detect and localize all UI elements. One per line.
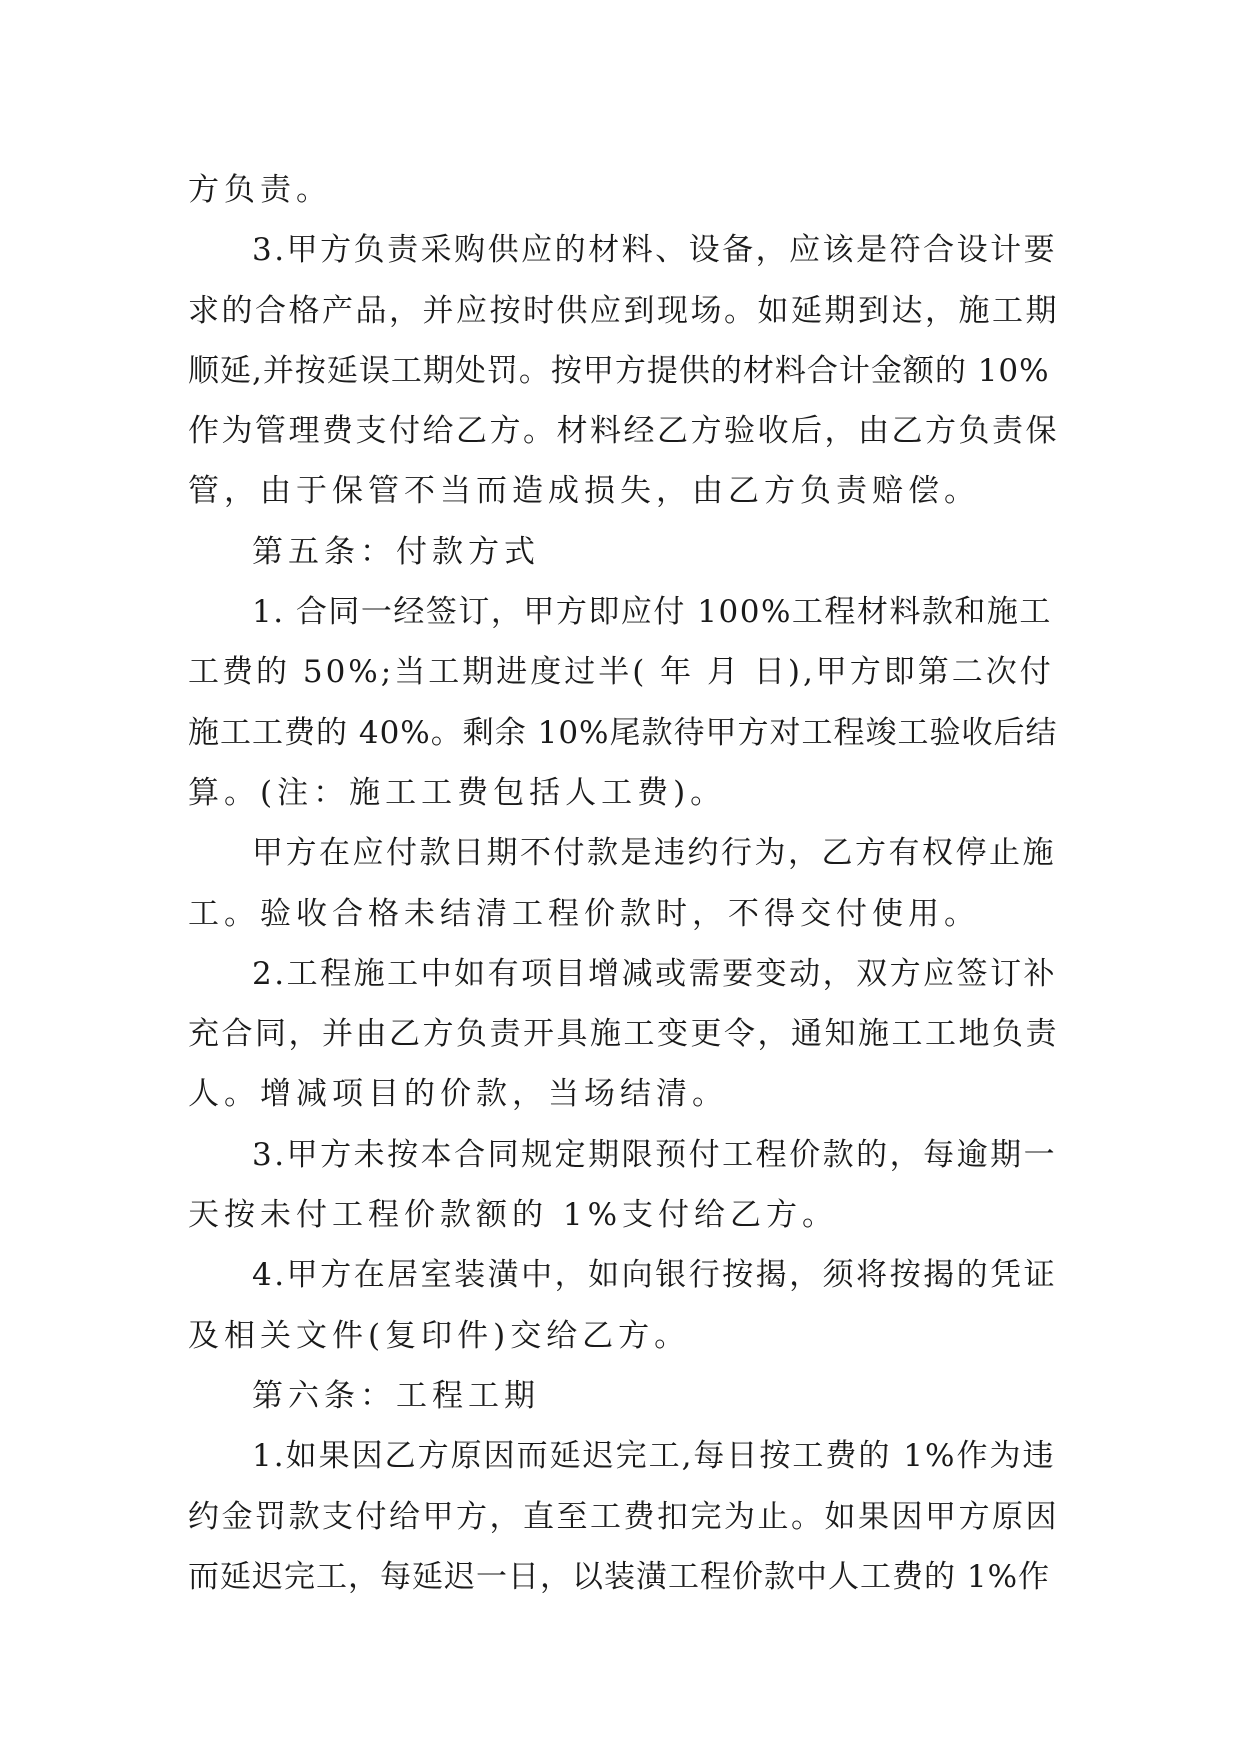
paragraph-line: 作为管理费支付给乙方。材料经乙方验收后，由乙方负责保 (188, 413, 1059, 450)
paragraph-line: 工费的 50%;当工期进度过半( 年 月 日),甲方即第二次付 (188, 654, 1054, 691)
paragraph-line: 算。(注：施工工费包括人工费)。 (188, 774, 727, 811)
paragraph-line: 2.工程施工中如有项目增减或需要变动，双方应签订补 (252, 955, 1058, 992)
paragraph-line: 天按未付工程价款额的 1%支付给乙方。 (188, 1197, 839, 1234)
section-heading: 第五条：付款方式 (252, 533, 540, 570)
paragraph-line: 方负责。 (188, 172, 332, 208)
paragraph-line: 求的合格产品，并应按时供应到现场。如延期到达，施工期 (188, 292, 1059, 329)
paragraph-line: 人。增减项目的价款，当场结清。 (188, 1076, 728, 1113)
paragraph-line: 1.如果因乙方原因而延迟完工,每日按工费的 1%作为违 (252, 1438, 1056, 1475)
paragraph-line: 而延迟完工，每延迟一日，以装潢工程价款中人工费的 1%作 (188, 1558, 1051, 1595)
document-body (188, 160, 1058, 1607)
paragraph-line: 顺延,并按延误工期处罚。按甲方提供的材料合计金额的 10% (188, 352, 1050, 389)
paragraph-line: 3.甲方负责采购供应的材料、设备，应该是符合设计要 (252, 232, 1058, 269)
paragraph-line: 4.甲方在居室装潢中，如向银行按揭，须将按揭的凭证 (252, 1257, 1058, 1294)
paragraph-line: 3.甲方未按本合同规定期限预付工程价款的，每逾期一 (252, 1136, 1058, 1173)
paragraph-line: 及相关文件(复印件)交给乙方。 (188, 1317, 691, 1354)
section-heading: 第六条：工程工期 (252, 1377, 540, 1414)
paragraph-line: 施工工费的 40%。剩余 10%尾款待甲方对工程竣工验收后结 (188, 714, 1058, 751)
paragraph-line: 1. 合同一经签订，甲方即应付 100%工程材料款和施工 (252, 594, 1052, 631)
paragraph-line: 约金罚款支付给甲方，直至工费扣完为止。如果因甲方原因 (188, 1498, 1059, 1535)
paragraph-line: 充合同，并由乙方负责开具施工变更令，通知施工工地负责 (188, 1016, 1059, 1053)
paragraph-line: 甲方在应付款日期不付款是违约行为，乙方有权停止施 (252, 835, 1056, 872)
paragraph-line: 工。验收合格未结清工程价款时，不得交付使用。 (188, 895, 980, 932)
paragraph-line: 管，由于保管不当而造成损失，由乙方负责赔偿。 (188, 473, 980, 510)
